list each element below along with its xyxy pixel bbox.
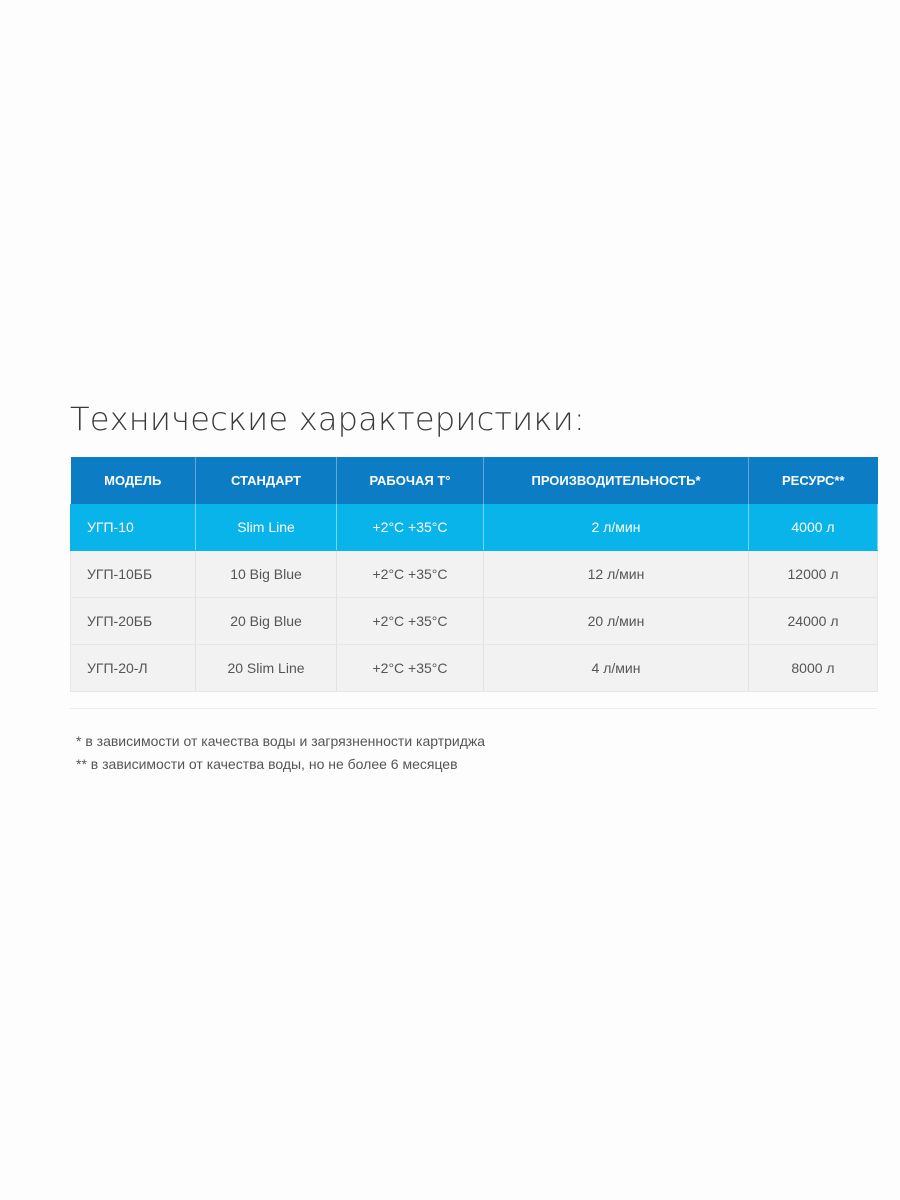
cell-temperature: +2°C +35°C bbox=[337, 598, 484, 645]
table-row bbox=[71, 504, 878, 551]
cell-resource: 24000 л bbox=[749, 598, 878, 645]
table-header-row bbox=[71, 457, 878, 504]
footnotes bbox=[76, 730, 485, 776]
cell-standard: Slim Line bbox=[196, 504, 337, 551]
header-model: МОДЕЛЬ bbox=[71, 457, 196, 504]
header-standard: СТАНДАРТ bbox=[196, 457, 337, 504]
divider bbox=[70, 708, 877, 709]
cell-performance: 20 л/мин bbox=[484, 598, 749, 645]
cell-standard: 20 Big Blue bbox=[196, 598, 337, 645]
table-row bbox=[71, 551, 878, 598]
cell-performance: 12 л/мин bbox=[484, 551, 749, 598]
cell-temperature: +2°C +35°C bbox=[337, 504, 484, 551]
header-performance: ПРОИЗВОДИТЕЛЬНОСТЬ* bbox=[484, 457, 749, 504]
cell-model: УГП-10 bbox=[71, 504, 196, 551]
cell-temperature: +2°C +35°C bbox=[337, 645, 484, 692]
header-resource: РЕСУРС** bbox=[749, 457, 878, 504]
cell-model: УГП-10ББ bbox=[71, 551, 196, 598]
footnote-resource: ** в зависимости от качества воды, но не более 6 месяцев bbox=[76, 756, 458, 772]
cell-resource: 12000 л bbox=[749, 551, 878, 598]
cell-standard: 10 Big Blue bbox=[196, 551, 337, 598]
cell-temperature: +2°C +35°C bbox=[337, 551, 484, 598]
cell-model: УГП-20ББ bbox=[71, 598, 196, 645]
cell-resource: 8000 л bbox=[749, 645, 878, 692]
cell-performance: 4 л/мин bbox=[484, 645, 749, 692]
section-title: Технические характеристики: bbox=[70, 400, 585, 438]
cell-model: УГП-20-Л bbox=[71, 645, 196, 692]
cell-resource: 4000 л bbox=[749, 504, 878, 551]
cell-standard: 20 Slim Line bbox=[196, 645, 337, 692]
cell-performance: 2 л/мин bbox=[484, 504, 749, 551]
footnote-performance: * в зависимости от качества воды и загрязненности картриджа bbox=[76, 733, 486, 749]
table-row bbox=[71, 598, 878, 645]
header-temperature: РАБОЧАЯ Т° bbox=[337, 457, 484, 504]
table-row bbox=[71, 645, 878, 692]
specs-table bbox=[70, 457, 878, 692]
